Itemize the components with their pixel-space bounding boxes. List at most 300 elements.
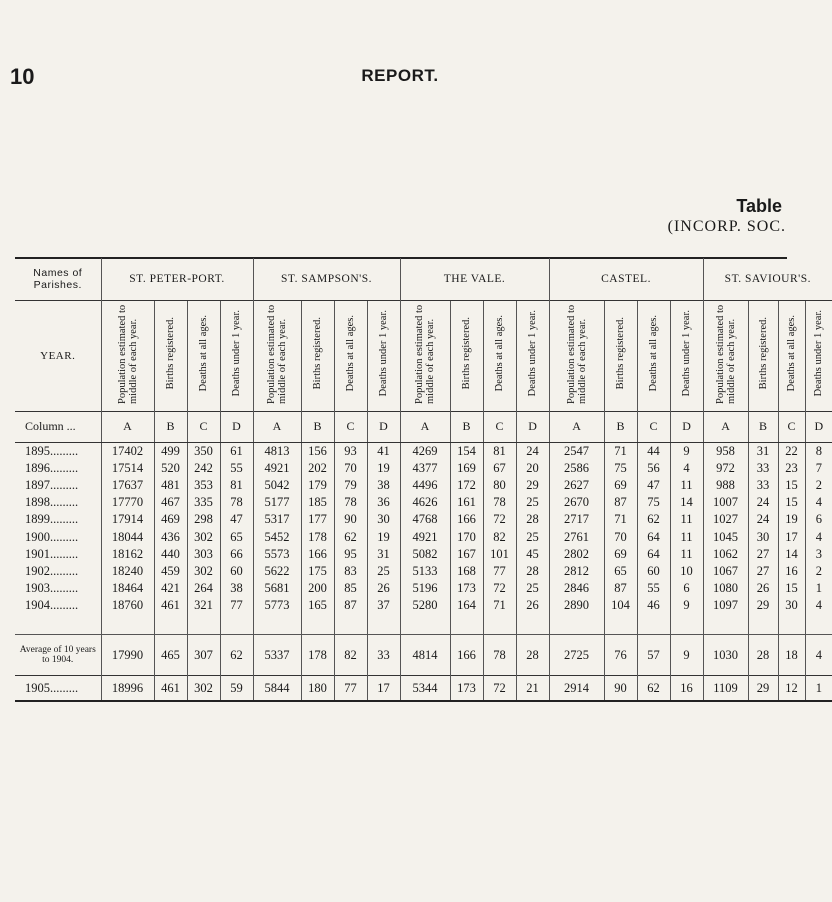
table-row (15, 477, 832, 494)
table-cell: 161 (450, 494, 483, 511)
table-cell: 440 (154, 546, 187, 563)
spacer-cell (301, 614, 334, 635)
table-cell: 202 (301, 460, 334, 477)
table-cell: 459 (154, 563, 187, 580)
spacer-cell (187, 614, 220, 635)
table-cell: 25 (516, 580, 549, 597)
parish-header-row (15, 258, 832, 300)
column-header-text: Deaths at all ages. (494, 315, 506, 392)
column-letter: A (400, 411, 450, 442)
table-cell: 166 (450, 635, 483, 676)
table-cell: 31 (748, 442, 778, 460)
table-cell: 5622 (253, 563, 301, 580)
spacer-row (15, 614, 832, 635)
table-cell: 17 (367, 676, 400, 702)
column-header-text: Deaths under 1 year. (378, 310, 390, 397)
table-cell: 14 (670, 494, 703, 511)
table-cell: 19 (778, 511, 805, 528)
table-cell: 5177 (253, 494, 301, 511)
table-cell: 1109 (703, 676, 748, 702)
table-cell: 421 (154, 580, 187, 597)
spacer-cell (670, 614, 703, 635)
column-letter: D (670, 411, 703, 442)
table-cell: 4377 (400, 460, 450, 477)
table-cell: 17770 (101, 494, 154, 511)
table-cell: 78 (483, 635, 516, 676)
table-cell: 14 (778, 546, 805, 563)
column-letter: D (805, 411, 832, 442)
column-header (604, 300, 637, 411)
page-header: REPORT. (361, 66, 439, 85)
table-cell: 264 (187, 580, 220, 597)
table-cell: 16 (778, 563, 805, 580)
table-cell: 82 (334, 635, 367, 676)
table-cell: 69 (604, 477, 637, 494)
column-header-text: Population estimated to middle of each year. (414, 304, 437, 404)
table-cell: 461 (154, 676, 187, 702)
column-header-text: Deaths at all ages. (648, 315, 660, 392)
table-cell: 167 (450, 546, 483, 563)
table-cell: 18 (778, 635, 805, 676)
column-header-text: Deaths at all ages. (198, 315, 209, 392)
table-cell: 321 (187, 597, 220, 614)
table-cell: 30 (778, 597, 805, 614)
column-header (154, 300, 187, 411)
table-cell: 165 (301, 597, 334, 614)
table-cell: 307 (187, 635, 220, 676)
column-header-row (15, 300, 832, 411)
table-cell: 4496 (400, 477, 450, 494)
table-cell: 56 (637, 460, 670, 477)
table-cell: 76 (604, 635, 637, 676)
column-header-text: Deaths at all ages. (345, 315, 357, 392)
spacer-cell (101, 614, 154, 635)
column-header (334, 300, 367, 411)
table-cell: 24 (748, 511, 778, 528)
table-cell: 22 (778, 442, 805, 460)
table-cell: 24 (516, 442, 549, 460)
table-cell: 4269 (400, 442, 450, 460)
spacer-cell (516, 614, 549, 635)
table-cell: 79 (334, 477, 367, 494)
table-cell: 4 (670, 460, 703, 477)
table-cell: 169 (450, 460, 483, 477)
spacer-cell (805, 614, 832, 635)
table-cell: 90 (334, 511, 367, 528)
table-cell: 55 (220, 460, 253, 477)
table-cell: 4 (805, 528, 832, 545)
table-cell: 2725 (549, 635, 604, 676)
table-cell: 25 (516, 494, 549, 511)
table-cell: 27 (748, 546, 778, 563)
table-cell: 26 (516, 597, 549, 614)
table-cell: 71 (483, 597, 516, 614)
table-cell: 81 (483, 442, 516, 460)
table-cell: 9 (670, 635, 703, 676)
table-cell: 4814 (400, 635, 450, 676)
column-header (778, 300, 805, 411)
table-cell: 8 (805, 442, 832, 460)
spacer-cell (748, 614, 778, 635)
table-row (15, 511, 832, 528)
column-header (549, 300, 604, 411)
column-header-text: Deaths under 1 year. (681, 310, 693, 397)
spacer-cell (253, 614, 301, 635)
table-cell: 62 (637, 511, 670, 528)
table-cell: 9 (670, 597, 703, 614)
table-cell: 10 (670, 563, 703, 580)
table-row (15, 546, 832, 563)
table-cell: 6 (805, 511, 832, 528)
column-header-text: Births registered. (757, 317, 769, 390)
table-cell: 23 (778, 460, 805, 477)
table-cell: 2 (805, 477, 832, 494)
table-row-label: 1895......... (25, 443, 79, 458)
table-cell: 25 (367, 563, 400, 580)
table-cell: 178 (301, 528, 334, 545)
column-header (253, 300, 301, 411)
column-header (703, 300, 748, 411)
table-cell: 11 (670, 546, 703, 563)
table-cell: 1027 (703, 511, 748, 528)
table-cell: 67 (483, 460, 516, 477)
table-row (15, 528, 832, 545)
table-cell: 77 (483, 563, 516, 580)
table-cell: 302 (187, 676, 220, 702)
table-cell: 17914 (101, 511, 154, 528)
table-cell: 1080 (703, 580, 748, 597)
column-header-text: Deaths under 1 year. (813, 310, 825, 397)
table-cell: 16 (670, 676, 703, 702)
column-letter: B (748, 411, 778, 442)
table-cell: 17402 (101, 442, 154, 460)
table-cell: 11 (670, 528, 703, 545)
table-cell: 90 (604, 676, 637, 702)
table-cell: 95 (334, 546, 367, 563)
table-cell: 15 (778, 580, 805, 597)
column-header (450, 300, 483, 411)
spacer-cell (154, 614, 187, 635)
table-cell: 5082 (400, 546, 450, 563)
table-cell: 172 (450, 477, 483, 494)
column-header-text: Births registered. (461, 317, 473, 390)
table-cell: 33 (748, 477, 778, 494)
table-cell: 303 (187, 546, 220, 563)
table-cell: 104 (604, 597, 637, 614)
table-cell: 18162 (101, 546, 154, 563)
table-cell: 80 (483, 477, 516, 494)
table-cell: 72 (483, 676, 516, 702)
column-letter: B (154, 411, 187, 442)
table-cell: 72 (483, 511, 516, 528)
table-cell: 41 (367, 442, 400, 460)
table-row-label: 1900......... (25, 529, 79, 544)
table-cell: 2812 (549, 563, 604, 580)
table-cell: 6 (670, 580, 703, 597)
table-cell: 19 (367, 460, 400, 477)
column-header (748, 300, 778, 411)
column-header-text: Births registered. (615, 317, 627, 390)
table-cell: 2586 (549, 460, 604, 477)
table-cell: 164 (450, 597, 483, 614)
table-cell: 465 (154, 635, 187, 676)
column-letter: A (101, 411, 154, 442)
table-cell: 17 (778, 528, 805, 545)
table-cell: 30 (367, 511, 400, 528)
table-row (15, 597, 832, 614)
table-cell: 57 (637, 635, 670, 676)
table-cell: 64 (637, 546, 670, 563)
table-cell: 2717 (549, 511, 604, 528)
spacer-cell (483, 614, 516, 635)
table-cell: 21 (516, 676, 549, 702)
table-cell: 46 (637, 597, 670, 614)
table-cell: 11 (670, 477, 703, 494)
table-cell: 61 (220, 442, 253, 460)
table-cell: 350 (187, 442, 220, 460)
table-cell: 1007 (703, 494, 748, 511)
table-cell: 17990 (101, 635, 154, 676)
table-cell: 78 (220, 494, 253, 511)
table-cell: 62 (334, 528, 367, 545)
table-cell: 5573 (253, 546, 301, 563)
table-cell: 520 (154, 460, 187, 477)
column-header (220, 300, 253, 411)
column-label: Column ... (15, 411, 101, 442)
table-row-label: 1899......... (25, 512, 79, 527)
table-cell: 173 (450, 676, 483, 702)
table-cell: 179 (301, 477, 334, 494)
table-cell: 25 (516, 528, 549, 545)
spacer-cell (450, 614, 483, 635)
table-cell: 5280 (400, 597, 450, 614)
table-cell: 19 (367, 528, 400, 545)
spacer-cell (15, 614, 101, 635)
column-header-text: Population estimated to middle of each year. (714, 304, 737, 404)
table-cell: 75 (604, 460, 637, 477)
table-cell: 7 (805, 460, 832, 477)
table-cell: 66 (220, 546, 253, 563)
table-cell: 28 (516, 563, 549, 580)
column-header (637, 300, 670, 411)
parish-header: ST. SAVIOUR'S. (703, 258, 832, 300)
table-cell: 101 (483, 546, 516, 563)
column-header (400, 300, 450, 411)
table-cell: 242 (187, 460, 220, 477)
spacer-cell (637, 614, 670, 635)
table-cell: 302 (187, 528, 220, 545)
table-cell: 64 (637, 528, 670, 545)
table-cell: 154 (450, 442, 483, 460)
table-row-label: 1896......... (25, 460, 79, 475)
spacer-cell (604, 614, 637, 635)
table-cell: 87 (604, 580, 637, 597)
table-cell: 200 (301, 580, 334, 597)
table-cell: 170 (450, 528, 483, 545)
table-cell: 2890 (549, 597, 604, 614)
spacer-cell (334, 614, 367, 635)
table-cell: 82 (483, 528, 516, 545)
table-cell: 461 (154, 597, 187, 614)
table-cell: 75 (637, 494, 670, 511)
column-letter: C (187, 411, 220, 442)
spacer-cell (400, 614, 450, 635)
column-header-text: Deaths under 1 year. (231, 310, 242, 397)
column-header (805, 300, 832, 411)
table-cell: 4626 (400, 494, 450, 511)
column-letter: A (703, 411, 748, 442)
table-cell: 958 (703, 442, 748, 460)
page-number: 10 (10, 64, 35, 89)
table-cell: 87 (334, 597, 367, 614)
table-cell: 156 (301, 442, 334, 460)
column-header (367, 300, 400, 411)
table-cell: 18240 (101, 563, 154, 580)
table-cell: 26 (748, 580, 778, 597)
table-row (15, 580, 832, 597)
table-cell: 17637 (101, 477, 154, 494)
column-header-text: Population estimated to middle of each year. (565, 304, 588, 404)
table-cell: 87 (604, 494, 637, 511)
table-cell: 4921 (253, 460, 301, 477)
spacer-cell (220, 614, 253, 635)
column-letter: D (220, 411, 253, 442)
table-cell: 29 (516, 477, 549, 494)
table-cell: 972 (703, 460, 748, 477)
table-cell: 71 (604, 511, 637, 528)
table-cell: 33 (367, 635, 400, 676)
table-cell: 47 (220, 511, 253, 528)
table-cell: 37 (367, 597, 400, 614)
table-cell: 33 (748, 460, 778, 477)
year-label: YEAR. (15, 300, 101, 411)
table-cell: 1067 (703, 563, 748, 580)
table-cell: 65 (604, 563, 637, 580)
table-cell: 28 (516, 635, 549, 676)
table-cell: 5773 (253, 597, 301, 614)
table-cell: 70 (604, 528, 637, 545)
column-letter: B (604, 411, 637, 442)
table-cell: 2 (805, 563, 832, 580)
table-cell: 70 (334, 460, 367, 477)
table-row (15, 494, 832, 511)
table-cell: 988 (703, 477, 748, 494)
column-header-text: Population estimated to middle of each year. (266, 304, 289, 404)
table-cell: 77 (220, 597, 253, 614)
parish-header: ST. SAMPSON'S. (253, 258, 400, 300)
table-cell: 12 (778, 676, 805, 702)
table-cell: 4 (805, 597, 832, 614)
table-cell: 2627 (549, 477, 604, 494)
table-title: Table (736, 196, 782, 216)
table-cell: 5133 (400, 563, 450, 580)
table-cell: 65 (220, 528, 253, 545)
column-header-text: Births registered. (165, 317, 176, 390)
table-cell: 5844 (253, 676, 301, 702)
parish-header: THE VALE. (400, 258, 549, 300)
final-row-label: 1905......... (15, 676, 101, 702)
names-of-parishes-label: Names of Parishes. (33, 266, 83, 291)
table-cell: 180 (301, 676, 334, 702)
column-letter: B (450, 411, 483, 442)
table-cell: 185 (301, 494, 334, 511)
table-cell: 4 (805, 635, 832, 676)
table-cell: 15 (778, 477, 805, 494)
column-letter: B (301, 411, 334, 442)
table-cell: 1062 (703, 546, 748, 563)
column-header (301, 300, 334, 411)
spacer-cell (549, 614, 604, 635)
table-cell: 45 (516, 546, 549, 563)
table-cell: 9 (670, 442, 703, 460)
parish-header: ST. PETER-PORT. (101, 258, 253, 300)
table-cell: 168 (450, 563, 483, 580)
table-cell: 11 (670, 511, 703, 528)
table-cell: 18996 (101, 676, 154, 702)
table-cell: 24 (748, 494, 778, 511)
column-header-text: Births registered. (312, 317, 324, 390)
table-cell: 4813 (253, 442, 301, 460)
table-cell: 175 (301, 563, 334, 580)
table-cell: 78 (483, 494, 516, 511)
table-cell: 436 (154, 528, 187, 545)
table-cell: 85 (334, 580, 367, 597)
column-header (101, 300, 154, 411)
parish-header: CASTEL. (549, 258, 703, 300)
table-cell: 18044 (101, 528, 154, 545)
column-letter: C (334, 411, 367, 442)
table-cell: 166 (450, 511, 483, 528)
table-cell: 30 (748, 528, 778, 545)
table-cell: 4768 (400, 511, 450, 528)
column-letter: C (483, 411, 516, 442)
column-header-text: Population estimated to middle of each year. (116, 304, 139, 404)
table-row (15, 563, 832, 580)
table-cell: 28 (748, 635, 778, 676)
table-cell: 60 (637, 563, 670, 580)
table-cell: 72 (483, 580, 516, 597)
table-cell: 173 (450, 580, 483, 597)
table-cell: 5337 (253, 635, 301, 676)
table-cell: 47 (637, 477, 670, 494)
table-cell: 31 (367, 546, 400, 563)
average-row (15, 635, 832, 676)
column-letter: C (637, 411, 670, 442)
table-cell: 29 (748, 597, 778, 614)
table-cell: 5344 (400, 676, 450, 702)
table-cell: 3 (805, 546, 832, 563)
table-cell: 166 (301, 546, 334, 563)
table-cell: 83 (334, 563, 367, 580)
table-cell: 62 (637, 676, 670, 702)
table-row (15, 460, 832, 477)
table-cell: 69 (604, 546, 637, 563)
table-cell: 2670 (549, 494, 604, 511)
table-cell: 2846 (549, 580, 604, 597)
table-cell: 1030 (703, 635, 748, 676)
table-cell: 499 (154, 442, 187, 460)
table-row-label: 1898......... (25, 495, 79, 510)
table-cell: 38 (220, 580, 253, 597)
table-cell: 298 (187, 511, 220, 528)
table-cell: 26 (367, 580, 400, 597)
column-header (670, 300, 703, 411)
final-row (15, 676, 832, 702)
table-cell: 2761 (549, 528, 604, 545)
table-cell: 1 (805, 580, 832, 597)
column-header-text: Deaths under 1 year. (527, 310, 539, 397)
table-cell: 481 (154, 477, 187, 494)
